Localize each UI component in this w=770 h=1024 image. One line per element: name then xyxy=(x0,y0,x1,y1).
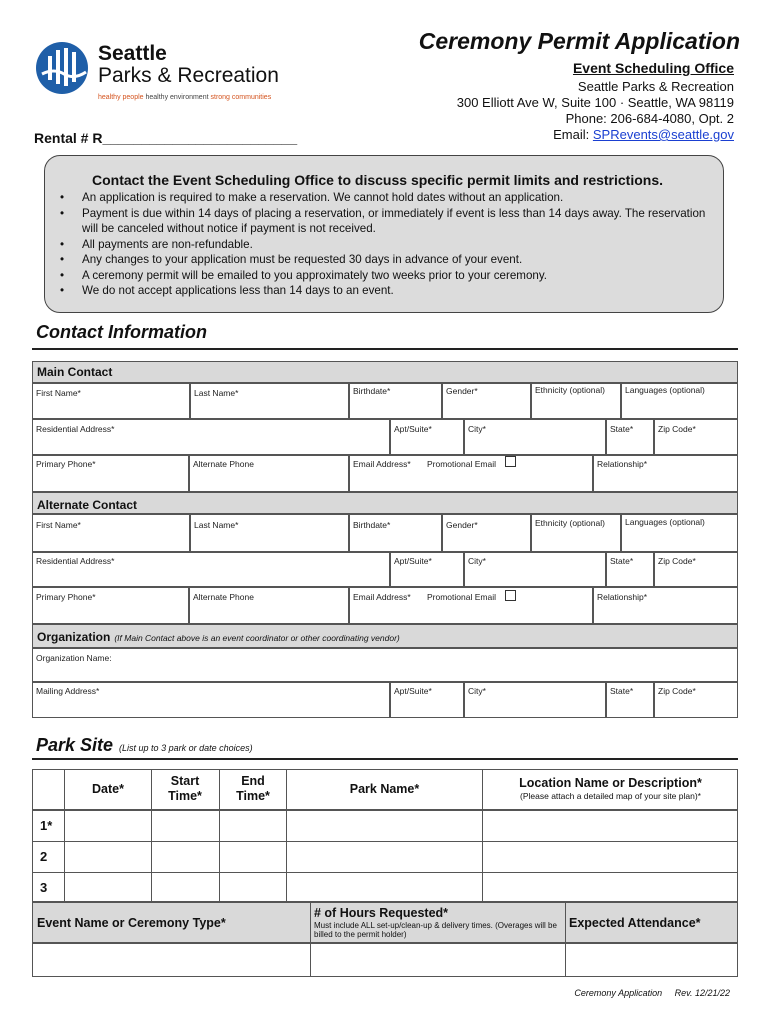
email-label: Email: xyxy=(553,127,590,142)
table-gridline xyxy=(32,872,738,873)
list-item: • A ceremony permit will be emailed to you approximately two weeks prior to your ceremony. xyxy=(58,268,708,284)
field-label: Alternate Phone xyxy=(193,459,254,469)
form-name: Ceremony Application xyxy=(574,988,663,998)
alternate-contact-bar xyxy=(32,492,738,514)
section-divider xyxy=(32,348,738,350)
field-label: Last Name* xyxy=(194,520,239,530)
field-label: Apt/Suite* xyxy=(394,556,432,566)
organization-note: (If Main Contact above is an event coordinator or other coordinating vendor) xyxy=(114,633,400,643)
field-label: Zip Code* xyxy=(658,686,696,696)
tagline-part: strong communities xyxy=(210,94,272,101)
field-label: Languages (optional) xyxy=(625,517,705,527)
hours-requested-field[interactable] xyxy=(310,943,566,977)
field-label: Primary Phone* xyxy=(36,459,96,469)
field-label: Mailing Address* xyxy=(36,686,100,696)
field-label: Birthdate* xyxy=(353,386,391,396)
contact-section-title: Contact Information xyxy=(36,322,207,342)
field-label: State* xyxy=(610,424,634,434)
expected-attendance-field[interactable] xyxy=(565,943,738,977)
alt-promotional-email-checkbox[interactable] xyxy=(505,590,516,601)
list-item: • Any changes to your application must be requested 30 days in advance of your event. xyxy=(58,252,708,268)
column-header-end-time: End Time* xyxy=(236,774,270,803)
seattle-logo-icon xyxy=(34,38,94,98)
field-label: State* xyxy=(610,686,634,696)
event-name-label: Event Name or Ceremony Type* xyxy=(37,916,226,930)
alternate-contact-title: Alternate Contact xyxy=(37,498,138,512)
expected-attendance-label: Expected Attendance* xyxy=(569,916,701,930)
organization-title-text: Organization xyxy=(37,630,111,644)
field-label: Organization Name: xyxy=(36,653,112,663)
list-item: • We do not accept applications less than 14 days to an event. xyxy=(58,283,708,299)
address-line: Seattle Parks & Recreation xyxy=(577,79,734,94)
field-label: City* xyxy=(468,556,486,566)
list-item: • Payment is due within 14 days of placing a reservation, or immediately if event is less than 14 days away. The reservation will be canceled without notice if payment is not received. xyxy=(58,206,708,237)
brand-tagline xyxy=(98,94,271,101)
field-label: Languages (optional) xyxy=(625,385,705,395)
field-label: City* xyxy=(468,686,486,696)
phone-line: Phone: 206-684-4080, Opt. 2 xyxy=(565,111,734,126)
field-label: Promotional Email xyxy=(427,459,496,469)
brand-name: Seattle xyxy=(98,42,167,65)
column-header-location: Location Name or Description* xyxy=(519,776,702,790)
page-title: Ceremony Permit Application xyxy=(418,28,740,54)
column-header-location-note: (Please attach a detailed map of your site plan)* xyxy=(520,791,701,801)
form-revision: Rev. 12/21/22 xyxy=(674,988,730,998)
event-name-field[interactable] xyxy=(32,943,311,977)
brand-subname: Parks & Recreation xyxy=(98,64,279,87)
field-label: Zip Code* xyxy=(658,424,696,434)
hours-requested-note: Must include ALL set-up/clean-up & delivery times. (Overages will be billed to the permit holder) xyxy=(314,921,557,939)
field-label: City* xyxy=(468,424,486,434)
main-contact-title: Main Contact xyxy=(37,365,113,379)
list-item: • All payments are non-refundable. xyxy=(58,237,708,253)
park-section-title xyxy=(36,735,253,756)
park-title-text: Park Site xyxy=(36,735,114,755)
field-label: First Name* xyxy=(36,520,81,530)
table-gridline xyxy=(32,841,738,842)
field-label: First Name* xyxy=(36,388,81,398)
column-header-date: Date* xyxy=(92,782,124,796)
column-header-park-name: Park Name* xyxy=(349,782,420,796)
tagline-part: healthy people xyxy=(98,94,144,101)
park-section-note: (List up to 3 park or date choices) xyxy=(119,743,253,753)
field-label: State* xyxy=(610,556,634,566)
notice-list xyxy=(58,190,708,299)
email-line xyxy=(553,127,734,142)
field-label: Zip Code* xyxy=(658,556,696,566)
notice-heading: Contact the Event Scheduling Office to discuss specific permit limits and restrictions. xyxy=(92,172,664,188)
field-label: Residential Address* xyxy=(36,556,115,566)
form-footer xyxy=(574,988,730,998)
field-label: Alternate Phone xyxy=(193,592,254,602)
field-label: Relationship* xyxy=(597,592,648,602)
field-label: Gender* xyxy=(446,520,478,530)
column-header-start-time: Start Time* xyxy=(168,774,202,803)
park-table-body xyxy=(32,810,738,902)
field-label: Promotional Email xyxy=(427,592,496,602)
field-label: Apt/Suite* xyxy=(394,424,432,434)
field-label: Relationship* xyxy=(597,459,648,469)
organization-name-field[interactable] xyxy=(32,648,738,682)
row-number: 3 xyxy=(40,880,48,895)
row-number: 2 xyxy=(40,849,48,864)
row-number: 1* xyxy=(40,818,53,833)
field-label: Primary Phone* xyxy=(36,592,96,602)
field-label: Gender* xyxy=(446,386,478,396)
tagline-part: healthy environment xyxy=(145,94,209,101)
field-label: Email Address* xyxy=(353,592,411,602)
rental-number-field[interactable]: Rental # R_________________________ xyxy=(34,130,298,146)
field-label: Apt/Suite* xyxy=(394,686,432,696)
field-label: Residential Address* xyxy=(36,424,115,434)
field-label: Last Name* xyxy=(194,388,239,398)
address-line: 300 Elliott Ave W, Suite 100 · Seattle, WA 98119 xyxy=(456,95,734,110)
organization-title xyxy=(37,630,400,644)
field-label: Ethnicity (optional) xyxy=(535,518,605,528)
field-label: Birthdate* xyxy=(353,520,391,530)
hours-requested-label: # of Hours Requested* xyxy=(314,906,449,920)
field-label: Email Address* xyxy=(353,459,411,469)
section-divider xyxy=(32,758,738,760)
list-item: • An application is required to make a reservation. We cannot hold dates without an application. xyxy=(58,190,708,206)
main-contact-bar xyxy=(32,361,738,383)
promotional-email-checkbox[interactable] xyxy=(505,456,516,467)
office-name: Event Scheduling Office xyxy=(572,60,734,76)
field-label: Ethnicity (optional) xyxy=(535,385,605,395)
email-link[interactable]: SPRevents@seattle.gov xyxy=(592,127,734,142)
